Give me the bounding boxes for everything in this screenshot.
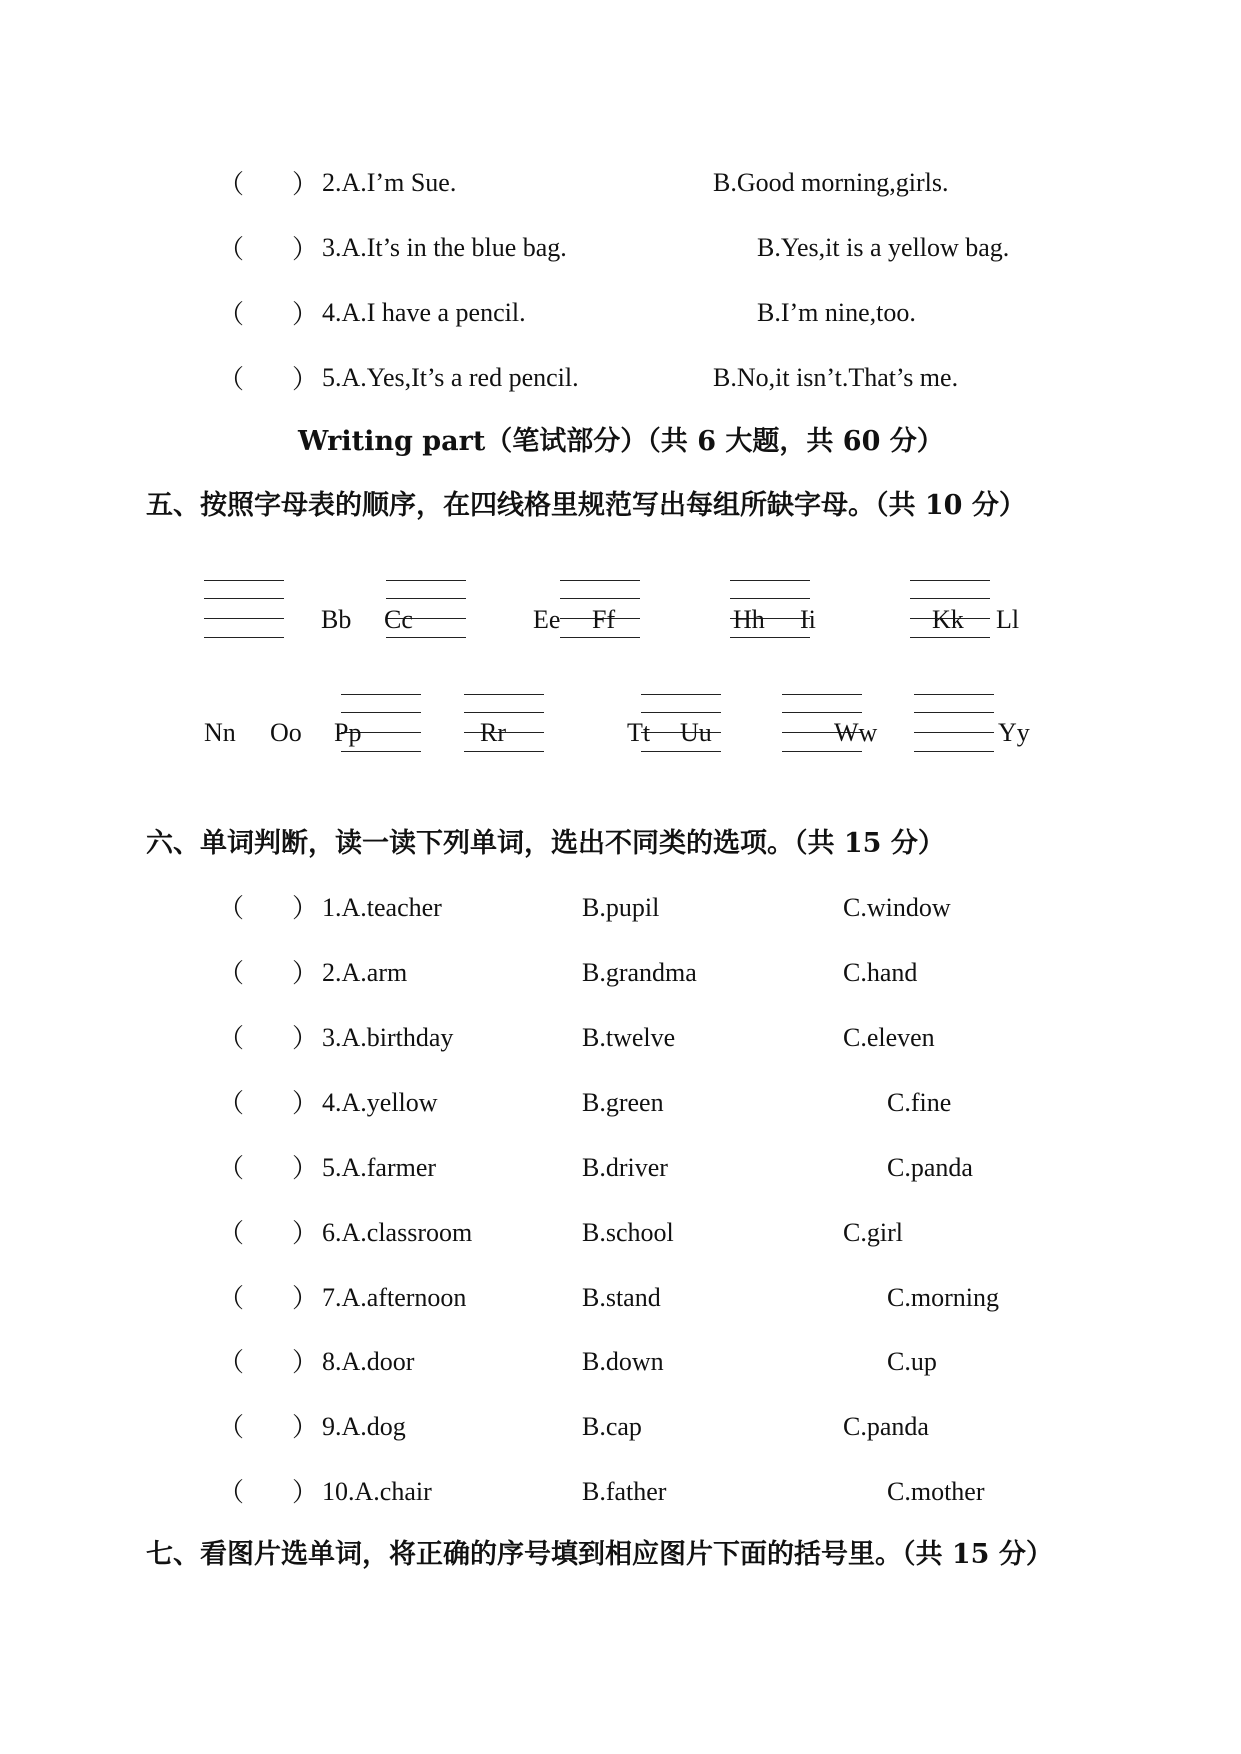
answer-paren-open: （ bbox=[218, 894, 245, 923]
s6-option-c: C.panda bbox=[843, 1412, 929, 1441]
answer-paren-close: ） bbox=[292, 300, 319, 329]
answer-paren-close: ） bbox=[292, 1478, 319, 1507]
s6-option-c: C.window bbox=[843, 893, 951, 922]
s6-option-a: 4.A.yellow bbox=[322, 1088, 438, 1117]
letter-pair: Pp bbox=[334, 718, 362, 747]
four-line-grid bbox=[204, 580, 284, 638]
s6-option-c: C.fine bbox=[887, 1088, 952, 1117]
answer-paren-open: （ bbox=[218, 1089, 245, 1118]
s4-option-a: 4.A.I have a pencil. bbox=[322, 298, 526, 327]
answer-paren-open: （ bbox=[218, 365, 245, 394]
answer-paren-close: ） bbox=[292, 1024, 319, 1053]
s6-option-b: B.cap bbox=[582, 1412, 642, 1441]
answer-paren-close: ） bbox=[292, 1413, 319, 1442]
s6-option-b: B.down bbox=[582, 1347, 664, 1376]
letter-pair: Ll bbox=[996, 605, 1020, 634]
s6-option-a: 8.A.door bbox=[322, 1347, 415, 1376]
s6-option-c: C.panda bbox=[887, 1153, 973, 1182]
answer-paren-close: ） bbox=[292, 365, 319, 394]
answer-paren-open: （ bbox=[218, 1348, 245, 1377]
s6-option-b: B.stand bbox=[582, 1283, 661, 1312]
four-line-grid bbox=[914, 694, 994, 752]
letter-pair: Bb bbox=[321, 605, 352, 634]
s6-option-a: 9.A.dog bbox=[322, 1412, 406, 1441]
letter-pair: Kk bbox=[932, 605, 964, 634]
letter-pair: Uu bbox=[680, 718, 712, 747]
s4-option-a: 3.A.It’s in the blue bag. bbox=[322, 233, 567, 262]
answer-paren-close: ） bbox=[292, 1219, 319, 1248]
s6-option-a: 3.A.birthday bbox=[322, 1023, 454, 1052]
letter-pair: Ww bbox=[834, 718, 878, 747]
answer-paren-open: （ bbox=[218, 170, 245, 199]
s6-option-a: 6.A.classroom bbox=[322, 1218, 473, 1247]
answer-paren-open: （ bbox=[218, 1154, 245, 1183]
letter-pair: Yy bbox=[998, 718, 1030, 747]
s6-option-b: B.driver bbox=[582, 1153, 668, 1182]
answer-paren-open: （ bbox=[218, 1219, 245, 1248]
letter-pair: Ee bbox=[533, 605, 561, 634]
s6-option-b: B.school bbox=[582, 1218, 674, 1247]
s4-option-a: 5.A.Yes,It’s a red pencil. bbox=[322, 363, 579, 392]
answer-paren-close: ） bbox=[292, 1089, 319, 1118]
answer-paren-close: ） bbox=[292, 1284, 319, 1313]
s6-option-a: 2.A.arm bbox=[322, 958, 408, 987]
s4-option-b: B.I’m nine,too. bbox=[757, 298, 916, 327]
answer-paren-close: ） bbox=[292, 170, 319, 199]
letter-pair: Rr bbox=[480, 718, 506, 747]
answer-paren-close: ） bbox=[292, 959, 319, 988]
answer-paren-open: （ bbox=[218, 959, 245, 988]
s6-option-c: C.eleven bbox=[843, 1023, 935, 1052]
answer-paren-open: （ bbox=[218, 1478, 245, 1507]
s6-option-a: 5.A.farmer bbox=[322, 1153, 437, 1182]
letter-pair: Oo bbox=[270, 718, 302, 747]
letter-pair: Ii bbox=[800, 605, 816, 634]
s6-option-c: C.girl bbox=[843, 1218, 903, 1247]
answer-paren-close: ） bbox=[292, 894, 319, 923]
s4-option-b: B.Yes,it is a yellow bag. bbox=[757, 233, 1010, 262]
letter-pair: Tt bbox=[627, 718, 651, 747]
answer-paren-open: （ bbox=[218, 1284, 245, 1313]
s6-option-b: B.grandma bbox=[582, 958, 697, 987]
answer-paren-open: （ bbox=[218, 235, 245, 264]
answer-paren-close: ） bbox=[292, 235, 319, 264]
writing-part-title: Writing part（笔试部分）（共 6 大题，共 60 分） bbox=[298, 426, 944, 457]
answer-paren-close: ） bbox=[292, 1154, 319, 1183]
s4-option-b: B.Good morning,girls. bbox=[713, 168, 949, 197]
section5-title: 五、按照字母表的顺序，在四线格里规范写出每组所缺字母。（共 10 分） bbox=[146, 490, 1026, 521]
answer-paren-open: （ bbox=[218, 1024, 245, 1053]
s6-option-a: 7.A.afternoon bbox=[322, 1283, 467, 1312]
section7-title: 七、看图片选单词，将正确的序号填到相应图片下面的括号里。（共 15 分） bbox=[146, 1539, 1053, 1570]
section6-title: 六、单词判断，读一读下列单词，选出不同类的选项。（共 15 分） bbox=[146, 828, 945, 859]
letter-pair: Hh bbox=[733, 605, 765, 634]
s6-option-b: B.pupil bbox=[582, 893, 660, 922]
s6-option-a: 10.A.chair bbox=[322, 1477, 432, 1506]
answer-paren-open: （ bbox=[218, 300, 245, 329]
answer-paren-close: ） bbox=[292, 1348, 319, 1377]
letter-pair: Nn bbox=[204, 718, 236, 747]
s6-option-c: C.morning bbox=[887, 1283, 999, 1312]
s6-option-a: 1.A.teacher bbox=[322, 893, 442, 922]
s6-option-b: B.green bbox=[582, 1088, 664, 1117]
s4-option-b: B.No,it isn’t.That’s me. bbox=[713, 363, 959, 392]
s6-option-b: B.father bbox=[582, 1477, 667, 1506]
s6-option-c: C.hand bbox=[843, 958, 918, 987]
s6-option-b: B.twelve bbox=[582, 1023, 676, 1052]
answer-paren-open: （ bbox=[218, 1413, 245, 1442]
s4-option-a: 2.A.I’m Sue. bbox=[322, 168, 457, 197]
letter-pair: Ff bbox=[592, 605, 616, 634]
s6-option-c: C.mother bbox=[887, 1477, 985, 1506]
letter-pair: Cc bbox=[384, 605, 413, 634]
s6-option-c: C.up bbox=[887, 1347, 937, 1376]
